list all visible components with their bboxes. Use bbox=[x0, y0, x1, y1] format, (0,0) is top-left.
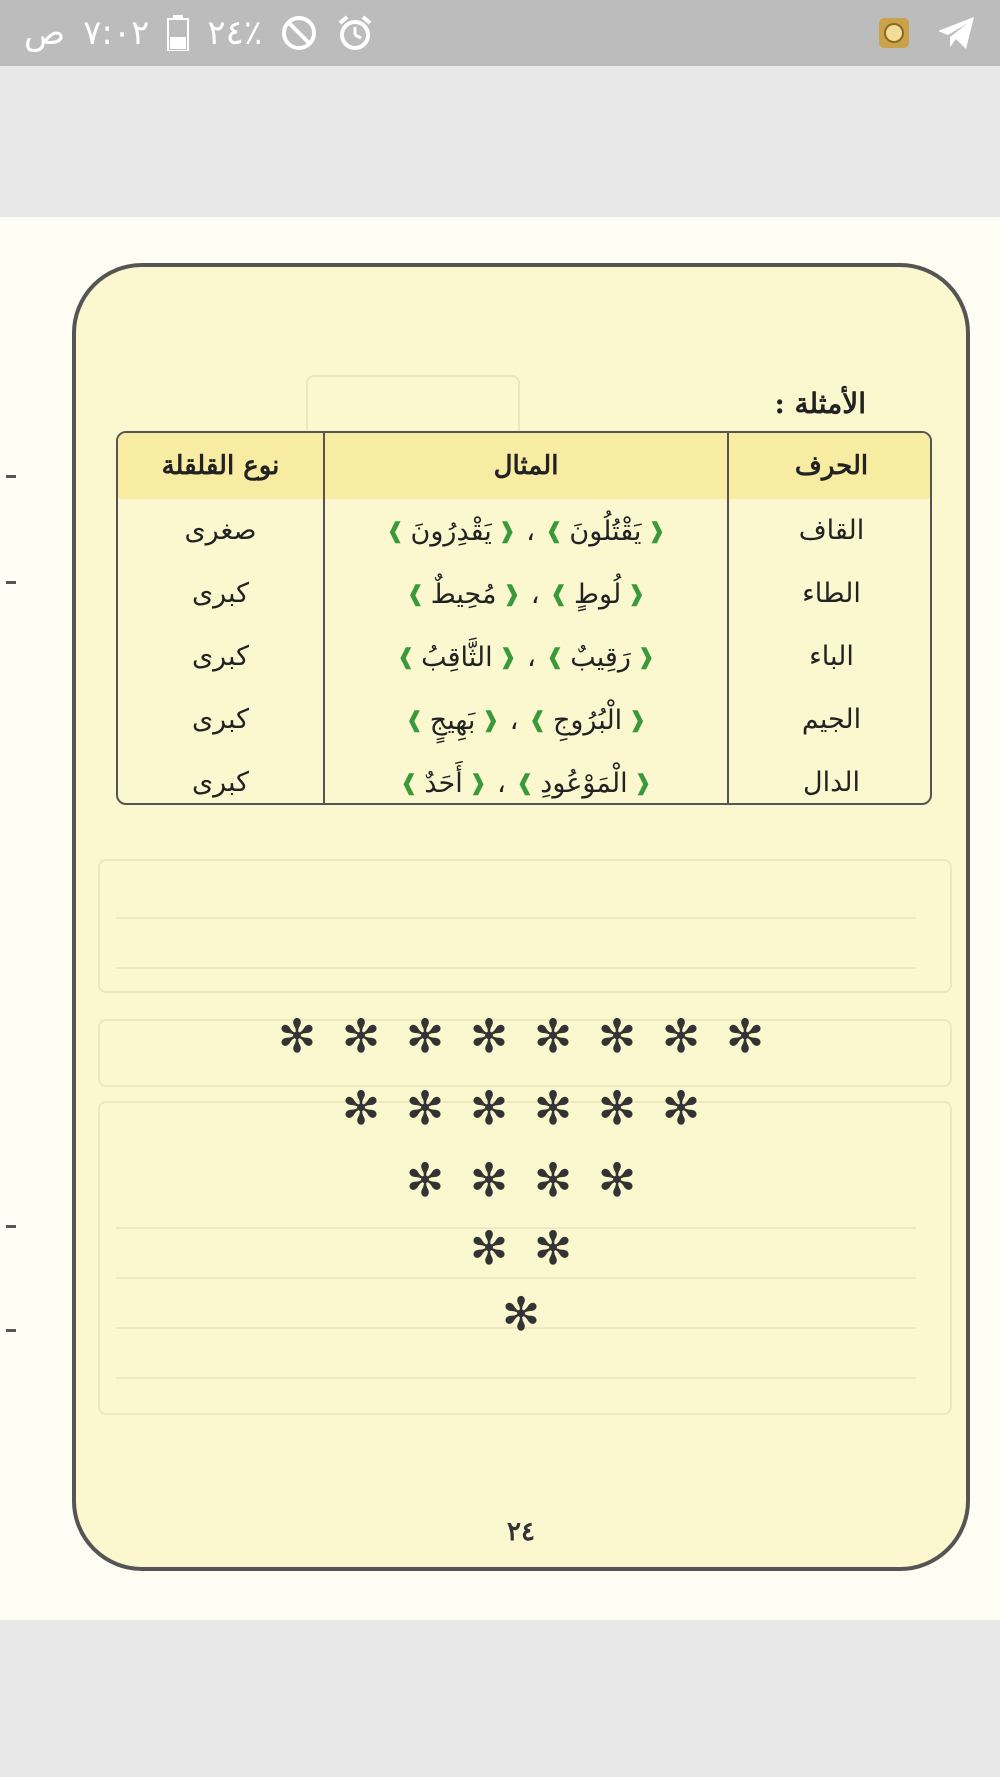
examples-heading: الأمثلة : bbox=[774, 387, 866, 420]
example-word-1: رَقِيبٌ bbox=[570, 642, 631, 673]
asterisk-icon: ✻ bbox=[405, 1153, 445, 1207]
table-row bbox=[118, 562, 932, 625]
asterisk-icon: ✻ bbox=[533, 1009, 573, 1063]
app-icon bbox=[878, 17, 910, 49]
asterisk-icon: ✻ bbox=[469, 1153, 509, 1207]
cell-type: كبرى bbox=[118, 751, 324, 805]
battery-icon bbox=[167, 15, 189, 51]
cell-example bbox=[324, 625, 728, 688]
asterisk-icon: ✻ bbox=[501, 1287, 541, 1341]
cell-type: كبرى bbox=[118, 688, 324, 751]
ornament-close-icon: ❱ bbox=[549, 582, 569, 607]
example-word-2: الثَّاقِبُ bbox=[421, 642, 493, 673]
example-word-1: الْبُرُوجِ bbox=[552, 705, 623, 736]
status-left bbox=[24, 13, 374, 53]
example-word-1: يَقْتُلُونَ bbox=[569, 516, 642, 547]
table-row bbox=[118, 688, 932, 751]
separator: ، bbox=[526, 516, 535, 547]
top-margin bbox=[0, 66, 1000, 217]
cell-letter: الجيم bbox=[801, 704, 862, 735]
star-row-3 bbox=[76, 1153, 966, 1207]
cell-example bbox=[324, 562, 728, 625]
asterisk-icon: ✻ bbox=[277, 1009, 317, 1063]
cell-type: كبرى bbox=[118, 625, 324, 688]
asterisk-icon: ✻ bbox=[597, 1081, 637, 1135]
ornament-close-icon: ❱ bbox=[545, 645, 565, 670]
example-words bbox=[400, 768, 652, 799]
ornament-close-icon: ❱ bbox=[405, 708, 424, 733]
cell-letter: الطاء bbox=[802, 578, 861, 609]
cell-letter: القاف bbox=[798, 515, 865, 546]
cell-type: صغرى bbox=[118, 499, 324, 562]
ornament-open-icon: ❰ bbox=[636, 645, 656, 670]
asterisk-icon: ✻ bbox=[661, 1009, 701, 1063]
qalqala-table bbox=[116, 431, 932, 805]
ghost-line bbox=[116, 917, 916, 919]
star-row-1 bbox=[76, 1009, 966, 1063]
table-row bbox=[118, 625, 932, 688]
asterisk-icon: ✻ bbox=[405, 1009, 445, 1063]
edge-mark bbox=[6, 475, 16, 478]
asterisk-icon: ✻ bbox=[405, 1081, 445, 1135]
separator: ، bbox=[497, 768, 506, 799]
ornament-open-icon: ❰ bbox=[633, 771, 653, 796]
ghost-line bbox=[116, 967, 916, 969]
cell-example bbox=[324, 688, 728, 751]
example-word-2: بَهِيجٍ bbox=[429, 705, 476, 736]
example-word-2: أَحَدٌ bbox=[424, 768, 463, 799]
ornament-open-icon: ❰ bbox=[628, 708, 647, 733]
table-header-row bbox=[118, 433, 932, 499]
telegram-icon bbox=[936, 15, 976, 51]
asterisk-icon: ✻ bbox=[533, 1221, 573, 1275]
cell-letter: الدال bbox=[802, 767, 861, 798]
example-word-1: الْمَوْعُودِ bbox=[540, 768, 628, 799]
example-word-1: لُوطٍ bbox=[574, 579, 622, 610]
ghost-line bbox=[116, 1377, 916, 1379]
asterisk-icon: ✻ bbox=[469, 1221, 509, 1275]
table-row bbox=[118, 751, 932, 805]
header-example: المثال bbox=[324, 433, 728, 499]
star-row-5 bbox=[76, 1287, 966, 1341]
ornament-close-icon: ❱ bbox=[396, 645, 416, 670]
ornament-close-icon: ❱ bbox=[399, 771, 419, 796]
ghost-box bbox=[98, 859, 952, 993]
table-row bbox=[118, 499, 932, 562]
separator: ، bbox=[530, 579, 540, 610]
cell-type: كبرى bbox=[118, 562, 324, 625]
status-am-pm: ص bbox=[24, 13, 66, 53]
asterisk-icon: ✻ bbox=[597, 1009, 637, 1063]
example-words bbox=[386, 516, 666, 547]
ornament-close-icon: ❱ bbox=[515, 771, 535, 796]
book-page[interactable] bbox=[0, 217, 1000, 1620]
cell-example bbox=[324, 751, 728, 805]
star-row-2 bbox=[76, 1081, 966, 1135]
status-bar bbox=[0, 0, 1000, 66]
ghost-line bbox=[116, 1277, 916, 1279]
example-word-2: يَقْدِرُونَ bbox=[410, 516, 492, 547]
cell-letter: الباء bbox=[809, 641, 854, 672]
asterisk-icon: ✻ bbox=[597, 1153, 637, 1207]
ornament-close-icon: ❱ bbox=[528, 708, 547, 733]
ornament-open-icon: ❰ bbox=[498, 645, 518, 670]
ornament-open-icon: ❰ bbox=[502, 582, 521, 607]
example-words bbox=[406, 579, 645, 610]
ornament-open-icon: ❰ bbox=[627, 582, 646, 607]
asterisk-icon: ✻ bbox=[469, 1009, 509, 1063]
asterisk-icon: ✻ bbox=[469, 1081, 509, 1135]
ornament-open-icon: ❰ bbox=[481, 708, 500, 733]
separator: ، bbox=[527, 642, 536, 673]
separator: ، bbox=[509, 705, 519, 736]
do-not-disturb-icon bbox=[280, 14, 318, 52]
alarm-icon bbox=[336, 14, 374, 52]
asterisk-icon: ✻ bbox=[341, 1009, 381, 1063]
ornament-open-icon: ❰ bbox=[497, 519, 517, 544]
ornament-open-icon: ❰ bbox=[647, 519, 666, 544]
asterisk-icon: ✻ bbox=[533, 1081, 573, 1135]
ornament-close-icon: ❱ bbox=[544, 519, 564, 544]
page-number: ٢٤ bbox=[507, 1517, 535, 1547]
example-words bbox=[405, 705, 646, 736]
ornament-close-icon: ❱ bbox=[406, 582, 425, 607]
asterisk-icon: ✻ bbox=[661, 1081, 701, 1135]
status-right bbox=[878, 15, 976, 51]
example-word-2: مُحِيطٌ bbox=[430, 579, 497, 610]
cell-example bbox=[324, 499, 728, 562]
status-time: ٧:٠٢ bbox=[83, 13, 150, 53]
ornament-close-icon: ❱ bbox=[386, 519, 405, 544]
bottom-margin bbox=[0, 1620, 1000, 1777]
ornament-open-icon: ❰ bbox=[468, 771, 488, 796]
edge-mark bbox=[6, 1225, 16, 1228]
page-frame bbox=[72, 263, 970, 1571]
header-type: نوع القلقلة bbox=[118, 433, 324, 499]
star-row-4 bbox=[76, 1221, 966, 1275]
asterisk-icon: ✻ bbox=[725, 1009, 765, 1063]
header-letter: الحرف bbox=[728, 433, 932, 499]
asterisk-icon: ✻ bbox=[341, 1081, 381, 1135]
example-words bbox=[397, 642, 656, 673]
asterisk-icon: ✻ bbox=[533, 1153, 573, 1207]
edge-mark bbox=[6, 581, 16, 584]
battery-level: ٢٤٪ bbox=[207, 13, 263, 53]
edge-mark bbox=[6, 1329, 16, 1332]
